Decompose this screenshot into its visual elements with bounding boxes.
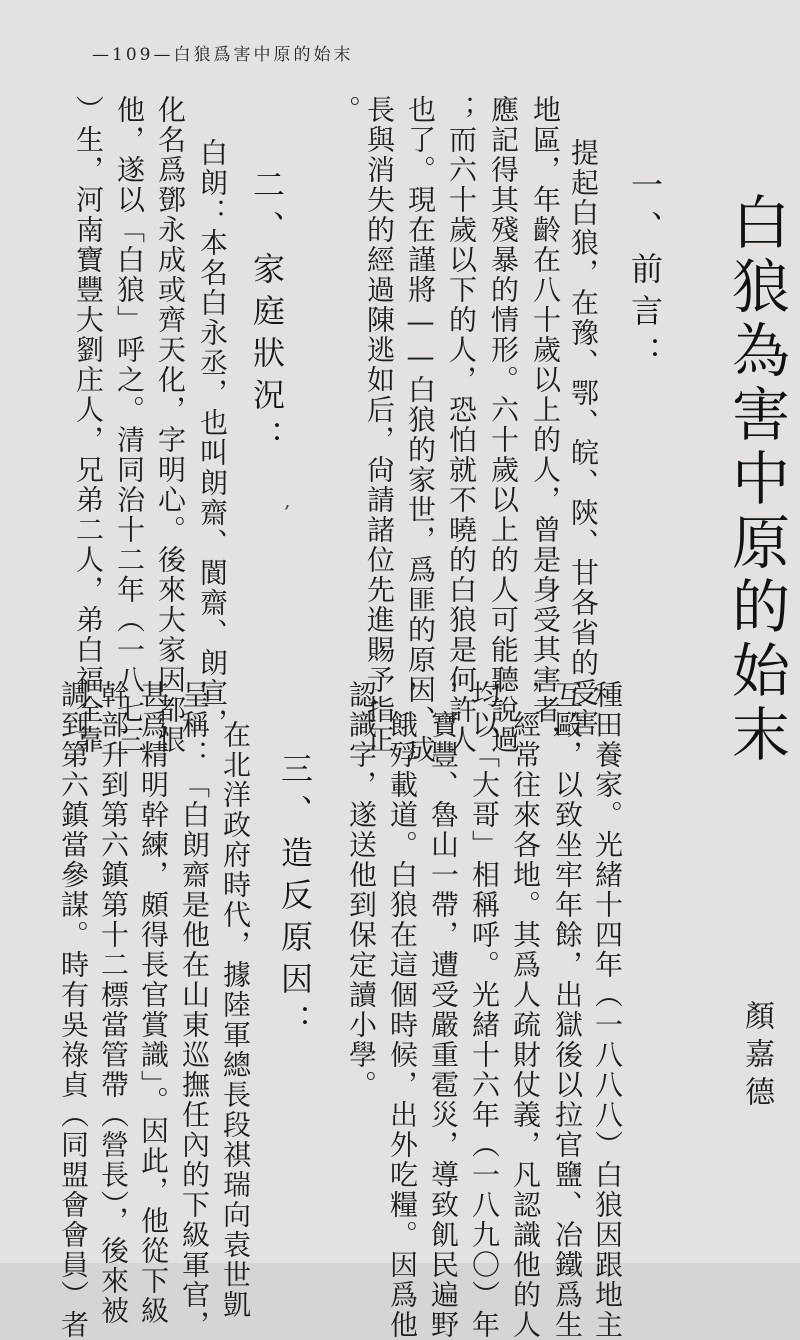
text-column: 均以「大哥」相稱呼。光緒十六年（一八九〇）年 <box>468 680 501 1340</box>
text-column: 長與消失的經過陳逃如后，尙請諸位先進賜予指正 <box>363 95 396 755</box>
section-heading-cause: 三、造反原因： <box>276 752 314 1046</box>
section-heading-family: 二、家庭狀況： <box>248 168 286 462</box>
text-column: ，寶豐、魯山一帶，遭受嚴重雹災，導致飢民遍野 <box>427 680 460 1340</box>
text-column: 地區，年齡在八十歲以上的人，曾是身受其害者， <box>529 95 562 755</box>
text-column: 提起白狼，在豫、鄂、皖、陝、甘各省的受害 <box>567 138 600 738</box>
running-header: —109—白狼爲害中原的始末 <box>92 45 354 65</box>
text-column: ）生，河南寶豐大劉庄人，兄弟二人，弟白福全靠 <box>72 95 105 755</box>
text-column: 呈稱：「白朗齋是他在山東巡撫任內的下級軍官， <box>178 680 211 1340</box>
text-column: ，經常往來各地。其爲人疏財仗義，凡認識他的人 <box>509 680 542 1340</box>
author-name: 顏嘉德 <box>739 1000 774 1114</box>
article-title: 白狼為害中原的始末 <box>722 192 790 768</box>
text-column: 甚爲精明幹練，頗得長官賞識」。因此，他從下級 <box>137 680 170 1326</box>
text-column: 應記得其殘暴的情形。六十歲以上的人可能聽說過 <box>487 95 520 755</box>
text-column: ，餓殍載道。白狼在這個時候，出外吃糧。因爲他 <box>386 680 419 1340</box>
text-column: 幹部升到第六鎮第十二標當管帶（營長），後來被 <box>97 680 130 1326</box>
text-column: 種田養家。光緒十四年（一八八八）白狼因跟地主 <box>591 680 624 1340</box>
text-column: 他，遂以「白狼」呼之。清同治十二年（一八七三 <box>113 95 146 755</box>
text-column: 。 <box>329 95 362 125</box>
text-column: 也了。現在謹將——白狼的家世，爲匪的原因、成 <box>404 95 437 765</box>
text-column: 互毆，以致坐牢年餘，出獄後以拉官鹽、冶鐵爲生 <box>551 680 584 1340</box>
stray-mark: ‚ <box>284 488 291 512</box>
text-column: 在北洋政府時代，據陸軍總長段祺瑞向袁世凱 <box>219 720 252 1320</box>
text-column: 認識字，遂送他到保定讀小學。 <box>345 680 378 1100</box>
text-column: 調到第六鎮當參謀。時有吳祿貞（同盟會會員）者 <box>57 680 90 1340</box>
text-column: 化名爲鄧永成或齊天化，字明心。後來大家因都恨 <box>154 95 187 755</box>
text-column: 白朗：本名白永丞，也叫朗齋、閬齋、朗宣， <box>196 138 229 738</box>
section-heading-preface: 一、前言： <box>626 168 664 378</box>
text-column: ；而六十歲以下的人，恐怕就不曉的白狼是何許人 <box>445 95 478 755</box>
